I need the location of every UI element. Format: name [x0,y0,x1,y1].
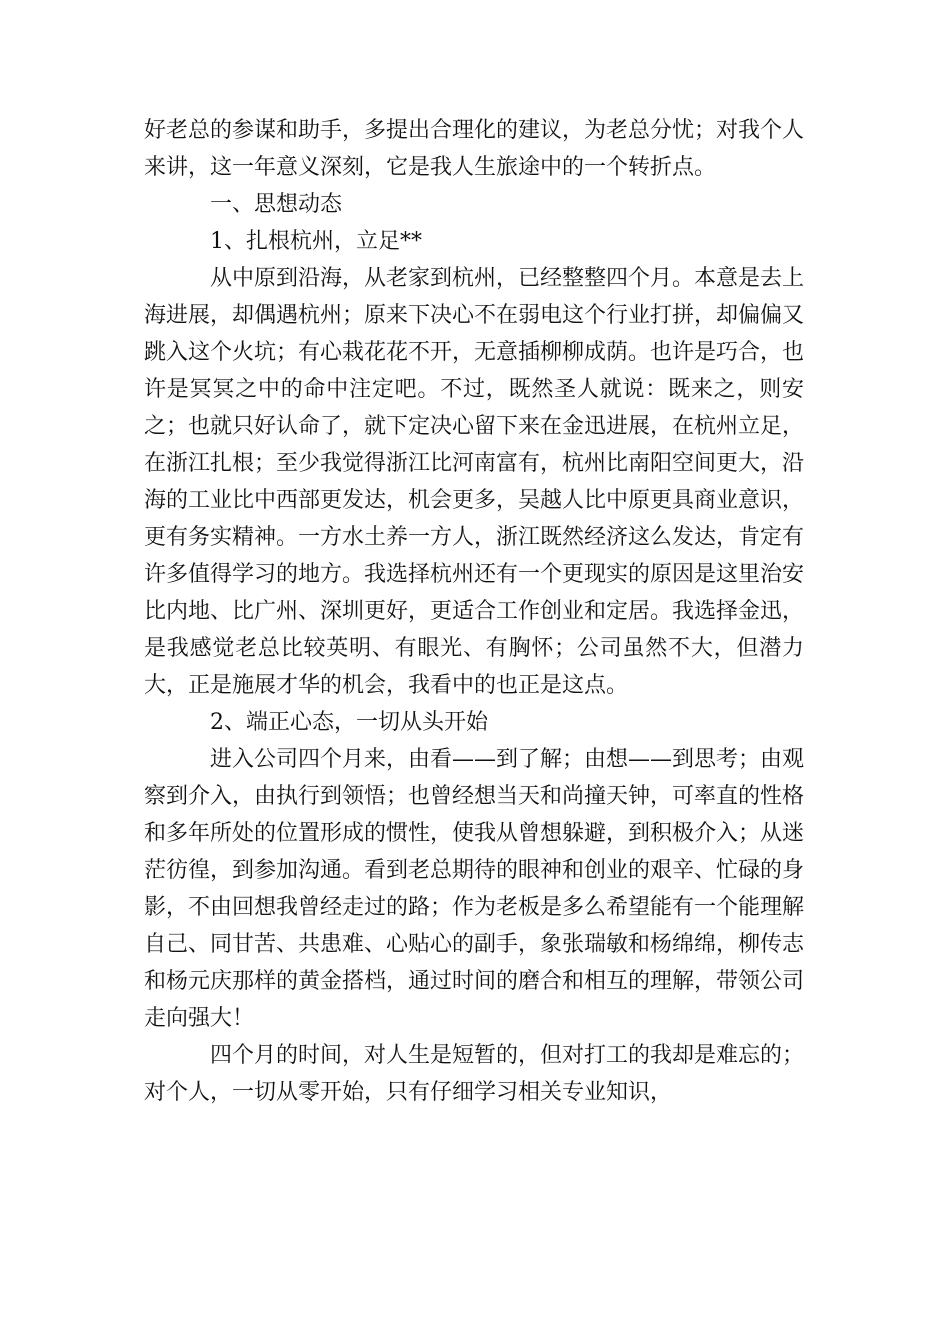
subheading-hangzhou: 1、扎根杭州，立足** [210,229,422,254]
paragraph-mindset: 进入公司四个月来，由看——到了解；由想——到思考；由观察到介入，由执行到领悟；也曾经想当天和尚撞天钟，可率直的性格和多年所处的位置形成的惯性，使我从曾想躲避，到积极介入；从迷茫彷徨，到参加沟通。看到老总期待的眼神和创业的艰辛、忙碌的身影，不由回想我曾经走过的路；作为老板是多么希望能有一个能理解自己、同甘苦、共患难、心贴心的副手，象张瑞敏和杨绵绵，柳传志和杨元庆那样的黄金搭档，通过时间的磨合和相互的理解，带领公司走向强大！ [144,747,805,1031]
paragraph-continuation: 好老总的参谋和助手，多提出合理化的建议，为老总分忧；对我个人来讲，这一年意义深刻，它是我人生旅途中的一个转折点。 [144,118,805,180]
paragraph-four-months: 四个月的时间，对人生是短暂的，但对打工的我却是难忘的；对个人，一切从零开始，只有仔细学习相关专业知识， [144,1043,805,1105]
section-heading-thoughts: 一、思想动态 [210,192,343,217]
subheading-mindset: 2、端正心态，一切从头开始 [210,710,488,735]
paragraph-hangzhou: 从中原到沿海，从老家到杭州，已经整整四个月。本意是去上海进展，却偶遇杭州；原来下决心不在弱电这个行业打拼，却偏偏又跳入这个火坑；有心栽花花不开，无意插柳柳成荫。也许是巧合，也许是冥冥之中的命中注定吧。不过，既然圣人就说：既来之，则安之；也就只好认命了，就下定决心留下来在金迅进展，在杭州立足，在浙江扎根；至少我觉得浙江比河南富有，杭州比南阳空间更大，沿海的工业比中西部更发达，机会更多，吴越人比中原更具商业意识，更有务实精神。一方水土养一方人，浙江既然经济这么发达，肯定有许多值得学习的地方。我选择杭州还有一个更现实的原因是这里治安比内地、比广州、深圳更好，更适合工作创业和定居。我选择金迅，是我感觉老总比较英明、有眼光、有胸怀；公司虽然不大，但潜力大，正是施展才华的机会，我看中的也正是这点。 [144,266,805,698]
document-body [144,112,804,1111]
